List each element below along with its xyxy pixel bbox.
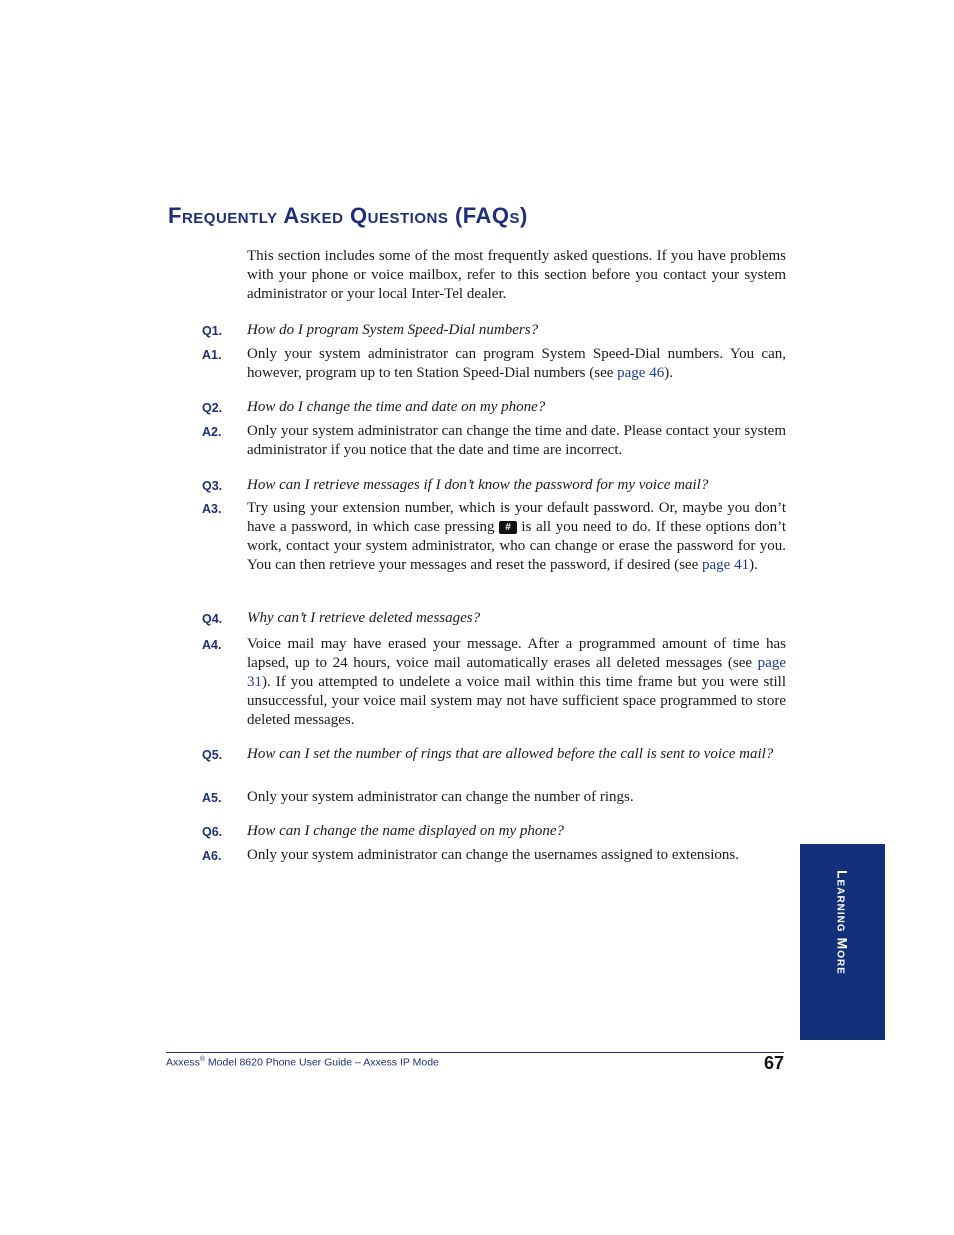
page-number: 67 (763, 1053, 784, 1073)
question-label: Q4. (202, 612, 223, 626)
footer-title: Axxess® Model 8620 Phone User Guide – Axxess IP Mode (166, 1056, 439, 1069)
question-text: Why can’t I retrieve deleted messages? (247, 610, 481, 626)
faq-answer-5 (202, 788, 786, 808)
question-label: Q2. (202, 401, 223, 415)
question-label: Q3. (202, 479, 223, 493)
faq-question-2 (202, 398, 786, 418)
faq-answer-1 (202, 345, 786, 383)
question-label: Q6. (202, 825, 223, 839)
question-text: How can I set the number of rings that are allowed before the call is sent to voice mail? (247, 746, 774, 762)
faq-answer-4 (202, 635, 786, 730)
answer-label: A1. (202, 348, 222, 362)
question-text: How do I change the time and date on my phone? (247, 399, 546, 415)
faq-question-3 (202, 476, 786, 496)
answer-label: A6. (202, 849, 222, 863)
section-heading: Frequently Asked Questions (FAQs) (168, 203, 528, 228)
question-label: Q1. (202, 324, 223, 338)
question-text: How do I program System Speed-Dial numbers? (247, 322, 539, 338)
answer-text: Only your system administrator can change the usernames assigned to extensions. (247, 847, 739, 863)
answer-label: A3. (202, 502, 222, 516)
answer-label: A4. (202, 638, 222, 652)
answer-label: A2. (202, 425, 222, 439)
faq-answer-6 (202, 846, 786, 866)
question-label: Q5. (202, 748, 223, 762)
faq-question-6 (202, 822, 786, 842)
faq-answer-2 (202, 422, 786, 460)
footer-divider (166, 1052, 784, 1053)
intro-paragraph: This section includes some of the most frequently asked questions. If you have problems with your phone or voice mailbox, refer to this section before you contact your system administrator or your local Inter-Tel dealer. (247, 248, 786, 302)
question-text: How can I change the name displayed on my phone? (247, 823, 565, 839)
page-link[interactable]: page 41 (702, 557, 750, 573)
answer-text: Only your system administrator can change the time and date. Please contact your system administrator if you notice that the date and time are incorrect. (247, 423, 786, 458)
answer-text: Only your system administrator can change the number of rings. (247, 789, 634, 805)
faq-question-5 (202, 745, 786, 765)
chapter-tab-label: Learning More (834, 870, 851, 975)
answer-text: Voice mail may have erased your message. After a programmed amount of time has lapsed, up to 24 hours, voice mail automatically erases all deleted messages (see page 31). If you attempted to undelete a voice mail within this time frame but you were still unsuccessful, your voice mail system may not have sufficient space programmed to store deleted messages. (247, 636, 786, 728)
faq-question-1 (202, 321, 786, 341)
pound-key-icon: # (499, 521, 517, 534)
chapter-side-tab (800, 844, 885, 1040)
answer-text: Try using your extension number, which is your default password. Or, maybe you don’t have a password, in which case pressing # is all you need to do. If these options don’t work, contact your system administrator, who can change or erase the password for you. You can then retrieve your messages and reset the password, if desired (see page 41). (247, 500, 787, 573)
answer-label: A5. (202, 791, 222, 805)
page-link[interactable]: page 46 (617, 365, 665, 381)
page-link[interactable]: page 31 (247, 655, 786, 690)
faq-answer-3 (202, 499, 786, 575)
faq-question-4 (202, 609, 786, 629)
answer-text: Only your system administrator can program System Speed-Dial numbers. You can, however, program up to ten Station Speed-Dial numbers (see page 46). (247, 346, 786, 381)
question-text: How can I retrieve messages if I don’t know the password for my voice mail? (247, 477, 709, 493)
